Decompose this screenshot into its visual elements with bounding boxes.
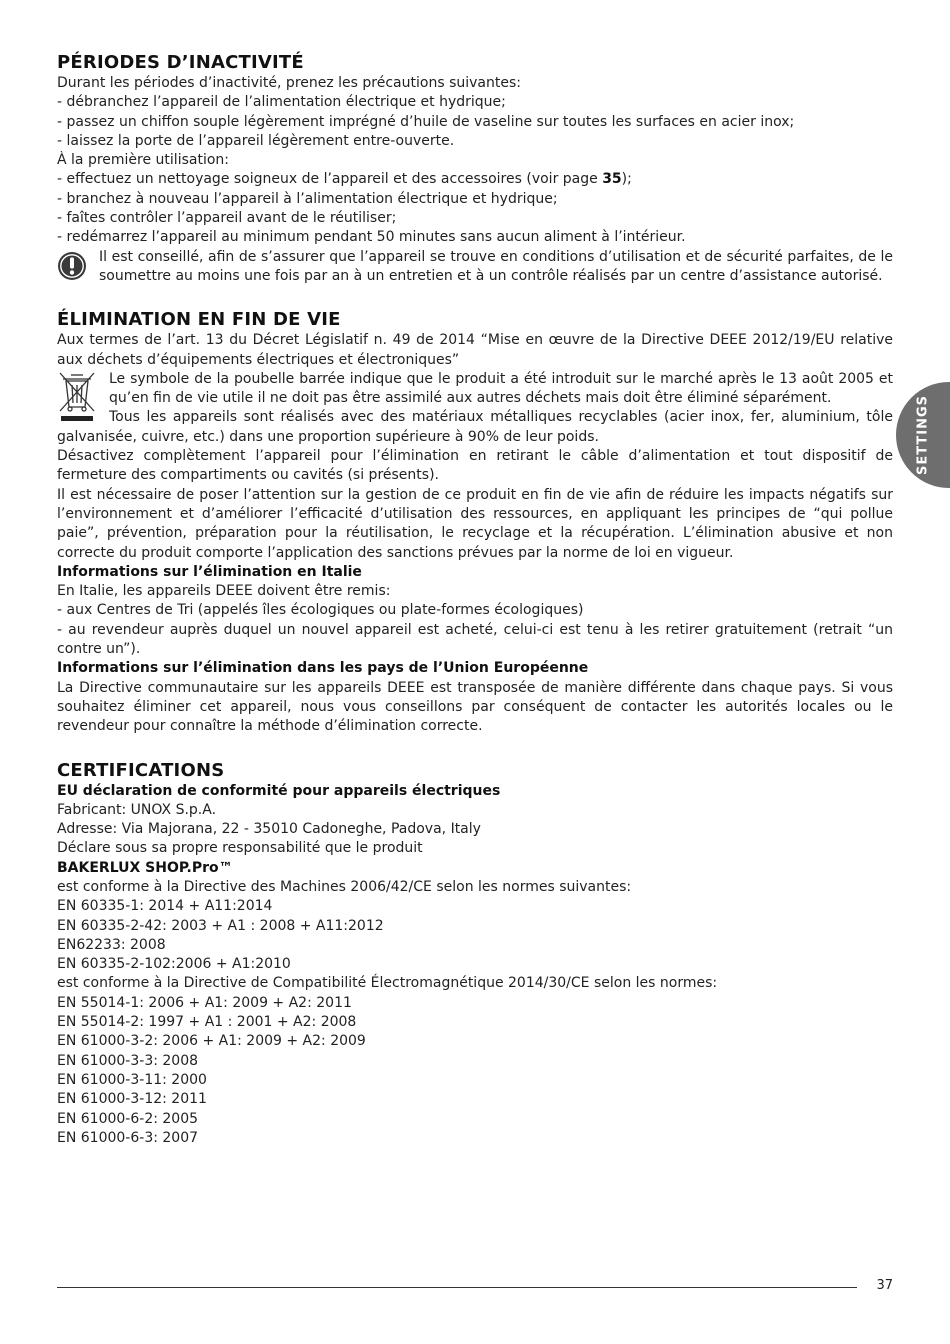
weee-symbol-text: Le symbole de la poubelle barrée indique que le produit a été introduit sur le marché après le 13 août 2005 et qu’en fin de vie utile il ne doit pas être assimilé aux autres déchets mais doit être éliminé séparément.	[109, 370, 893, 407]
section-inactivity	[57, 52, 893, 286]
settings-side-tab	[896, 382, 950, 488]
section-title-certifications: CERTIFICATIONS	[57, 759, 225, 781]
eu-heading: Informations sur l’élimination dans les pays de l’Union Européenne	[57, 660, 589, 677]
machines-directive-line: est conforme à la Directive des Machines 2006/42/CE selon les normes suivantes:	[57, 878, 632, 895]
inactivity-line: - branchez à nouveau l’appareil à l’alimentation électrique et hydrique;	[57, 190, 558, 207]
section-certifications	[57, 760, 893, 1149]
warning-icon	[57, 251, 87, 281]
italy-item: - au revendeur auprès duquel un nouvel appareil est acheté, celui-ci est tenu à les retirer gratuitement (retrait “un contre un”).	[57, 621, 893, 658]
cleaning-line	[57, 170, 893, 189]
cleaning-prefix: - effectuez un nettoyage soigneux de l’appareil et des accessoires (voir page	[57, 171, 603, 188]
section-title-disposal: ÉLIMINATION EN FIN DE VIE	[57, 309, 341, 331]
footer-divider	[57, 1287, 857, 1288]
inactivity-line: - débranchez l’appareil de l’alimentation électrique et hydrique;	[57, 94, 506, 111]
section-title-inactivity: PÉRIODES D’INACTIVITÉ	[57, 52, 304, 73]
norm-line: EN62233: 2008	[57, 936, 166, 953]
norm-line: EN 61000-3-12: 2011	[57, 1091, 207, 1108]
norm-line: EN 55014-1: 2006 + A1: 2009 + A2: 2011	[57, 994, 352, 1011]
norm-line: EN 61000-3-2: 2006 + A1: 2009 + A2: 2009	[57, 1033, 366, 1050]
norm-line: EN 60335-2-42: 2003 + A1 : 2008 + A11:2012	[57, 917, 384, 934]
inactivity-line: À la première utilisation:	[57, 152, 229, 169]
warning-text: Il est conseillé, afin de s’assurer que l’appareil se trouve en conditions d’utilisation et de sécurité parfaites, de le soumettre au moins une fois par an à un entretien et à un contrôle réalisés par un centre d’assistance autorisé.	[99, 248, 893, 284]
manufacturer-line: Fabricant: UNOX S.p.A.	[57, 801, 217, 818]
norm-line: EN 60335-1: 2014 + A11:2014	[57, 898, 273, 915]
settings-tab-label: SETTINGS	[915, 394, 931, 476]
italy-item: - aux Centres de Tri (appelés îles écologiques ou plate-formes écologiques)	[57, 602, 584, 619]
norm-line: EN 55014-2: 1997 + A1 : 2001 + A2: 2008	[57, 1014, 357, 1031]
attention-text: Il est nécessaire de poser l’attention sur la gestion de ce produit en fin de vie afin de réduire les impacts négatifs sur l’environnement et d’améliorer l’efficacité d’utilisation des ressources, en appliquant les principes de “qui pollue paie”, prévention, préparation pour la réutilisation, le recyclage et la récupération. L’élimination abusive et non correcte du produit comporte l’application des sanctions prévues par la norme de loi en vigueur.	[57, 486, 893, 561]
inactivity-line: - redémarrez l’appareil au minimum pendant 50 minutes sans aucun aliment à l’intérieur.	[57, 229, 686, 246]
norm-line: EN 61000-6-3: 2007	[57, 1129, 199, 1146]
page-number: 37	[876, 1278, 893, 1293]
italy-intro: En Italie, les appareils DEEE doivent être remis:	[57, 583, 391, 600]
section-disposal	[57, 309, 893, 736]
product-name: BAKERLUX SHOP.Pro™	[57, 859, 233, 876]
cleaning-suffix: );	[621, 171, 632, 188]
inactivity-line: Durant les périodes d’inactivité, prenez les précautions suivantes:	[57, 75, 521, 91]
page-content	[57, 52, 893, 1171]
eu-text: La Directive communautaire sur les appareils DEEE est transposée de manière différente dans chaque pays. Si vous souhaitez éliminer cet appareil, nous vous conseillons par conséquent de contacter les autorités locales ou le revendeur pour connaître la méthode d’élimination correcte.	[57, 679, 893, 735]
deactivate-text: Désactivez complètement l’appareil pour l’élimination en retirant le câble d’alimentation et tout dispositif de fermeture des compartiments ou cavités (si présents).	[57, 448, 893, 484]
materials-text: Tous les appareils sont réalisés avec des matériaux métalliques recyclables (acier inox, fer, aluminium, tôle galvanisée, cuivre, etc.) dans une proportion supérieure à 90% de leur poids.	[57, 409, 893, 445]
crossed-bin-icon	[57, 371, 97, 423]
weee-note	[57, 370, 893, 409]
norm-line: EN 61000-3-3: 2008	[57, 1052, 199, 1069]
address-line: Adresse: Via Majorana, 22 - 35010 Cadoneghe, Padova, Italy	[57, 821, 481, 838]
inactivity-line: - laissez la porte de l’appareil légèrement entre-ouverte.	[57, 132, 455, 149]
norm-line: EN 61000-6-2: 2005	[57, 1110, 199, 1127]
emc-directive-line: est conforme à la Directive de Compatibilité Électromagnétique 2014/30/CE selon les normes:	[57, 975, 718, 992]
warning-note	[57, 248, 893, 287]
norm-line: EN 60335-2-102:2006 + A1:2010	[57, 956, 291, 973]
disposal-intro: Aux termes de l’art. 13 du Décret Législatif n. 49 de 2014 “Mise en œuvre de la Directive DEEE 2012/19/EU relative aux déchets d’équipements électriques et électroniques”	[57, 332, 893, 368]
italy-heading: Informations sur l’élimination en Italie	[57, 563, 362, 580]
page-reference: 35	[602, 171, 622, 188]
declares-line: Déclare sous sa propre responsabilité que le produit	[57, 840, 423, 857]
norm-line: EN 61000-3-11: 2000	[57, 1071, 207, 1088]
inactivity-line: - passez un chiffon souple légèrement imprégné d’huile de vaseline sur toutes les surfaces en acier inox;	[57, 113, 795, 130]
declaration-subtitle: EU déclaration de conformité pour appareils électriques	[57, 782, 501, 799]
inactivity-line: - faîtes contrôler l’appareil avant de le réutiliser;	[57, 210, 397, 227]
